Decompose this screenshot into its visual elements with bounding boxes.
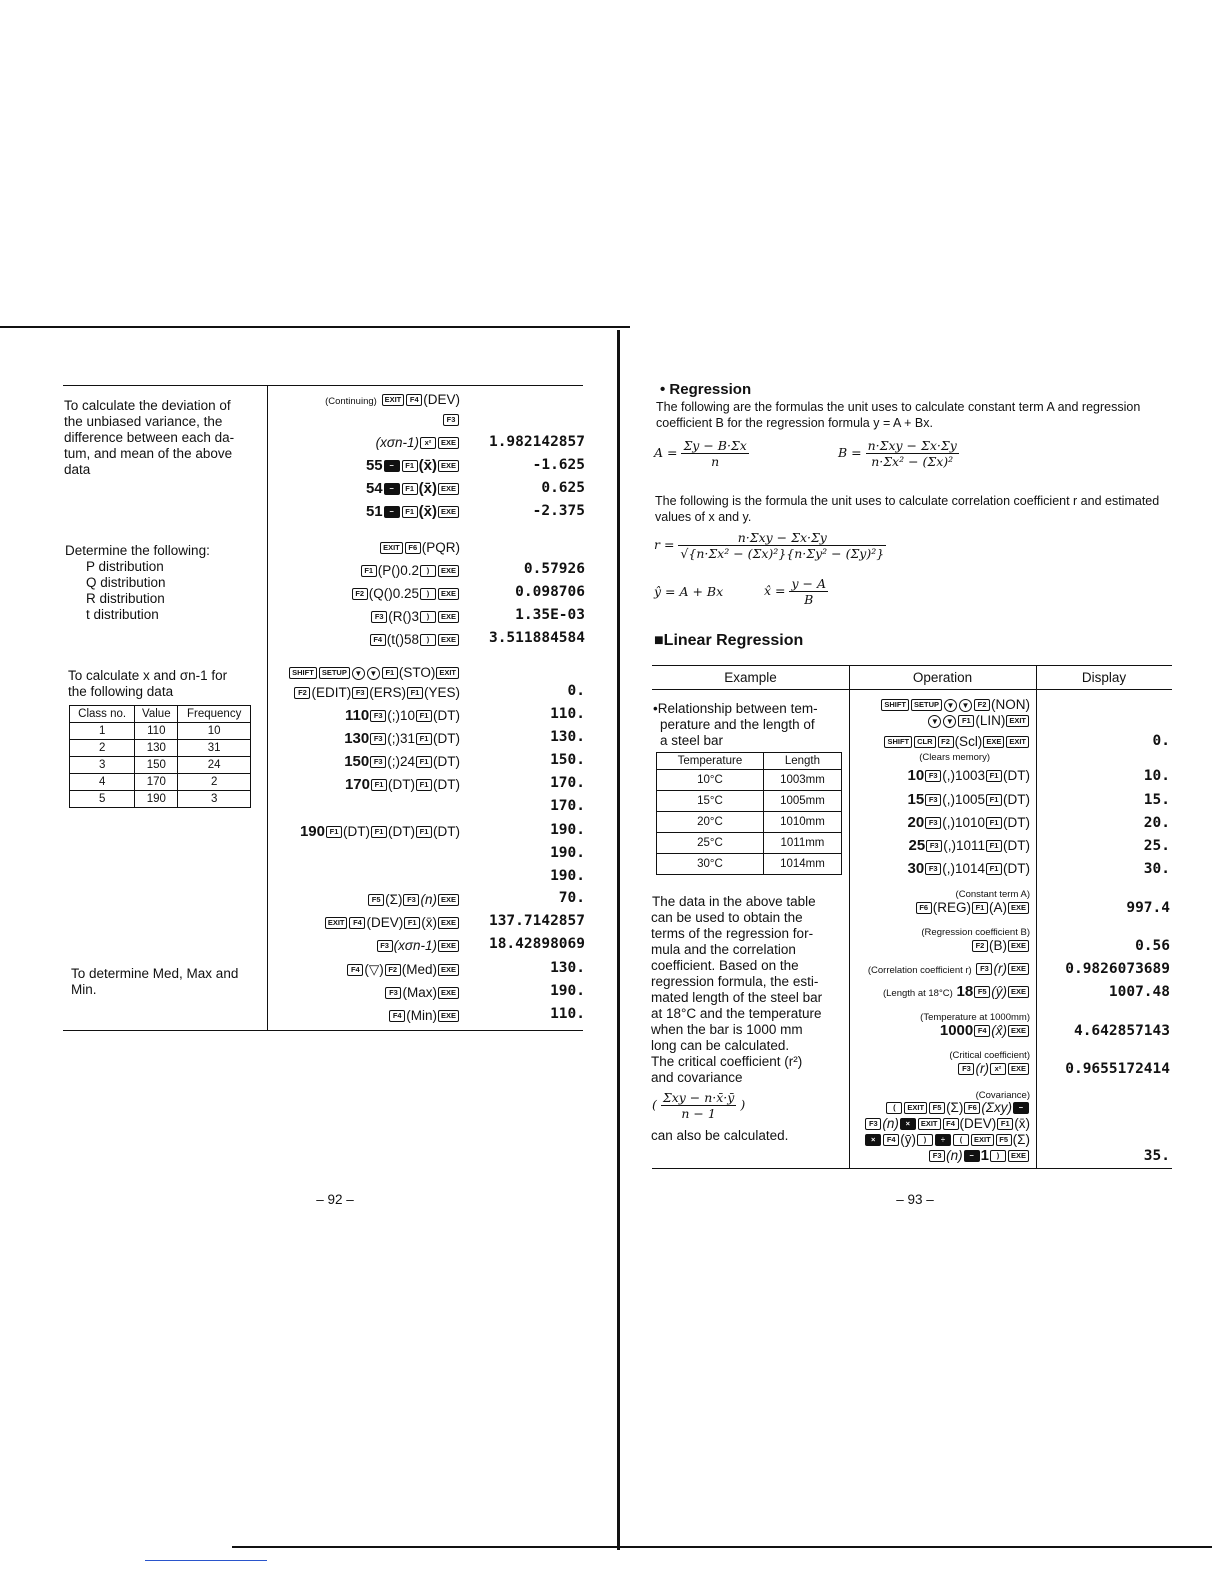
display-value: 0. (1152, 733, 1170, 749)
desc-med-line2: Min. (71, 982, 97, 997)
display-value: 130. (550, 729, 585, 745)
col-header-example: Example (724, 670, 777, 685)
intro-line2: coefficient B for the regression formula y = A + Bx. (656, 416, 933, 430)
display-value: 1.35E-03 (515, 607, 585, 623)
example-line: perature and the length of (660, 717, 815, 732)
display-value: 1.982142857 (488, 434, 585, 450)
op-1000: 1000 F4 (x̂) EXE (940, 1023, 1030, 1039)
desc-freq-line2: the following data (68, 684, 174, 699)
formula-covariance: ( $\frac{\text{Σxy − n·x̄·ȳ}}{n - 1}$ ) (652, 1090, 746, 1121)
op-110: 110 F3 (;)10 F1 (DT) (345, 707, 460, 724)
op-p: F1 (P()0.2 ) EXE (360, 563, 460, 579)
display-value: 130. (550, 960, 585, 976)
intro2-line2: values of x and y. (655, 510, 752, 524)
op-10: 10 F3 (,)1003 F1 (DT) (907, 767, 1030, 784)
op-cov-1: ( EXIT F5 (Σ) F6 (Σxy) − (885, 1100, 1030, 1116)
display-value: 30. (1143, 861, 1170, 877)
display-value: 15. (1143, 792, 1170, 808)
display-value: 190. (550, 983, 585, 999)
display-value: 25. (1143, 838, 1170, 854)
formula-xhat: x̂ = $\frac{y - A}{B}$ (764, 576, 826, 607)
desc-med-line1: To determine Med, Max and (71, 966, 239, 981)
table-row: 2 130 31 (70, 740, 251, 757)
temperature-length-table (656, 752, 842, 875)
desc-deviation-line1: To calculate the deviation of (64, 398, 231, 413)
table-row: 3 150 24 (70, 757, 251, 774)
blue-underline (145, 1560, 267, 1561)
op-f3: F3 (442, 412, 460, 428)
op-51: 51 − F1 (x̄) EXE (366, 504, 460, 520)
example2-line: and covariance (651, 1070, 743, 1085)
table-row: 1 110 10 (70, 723, 251, 740)
note-regression-coefficient: (Regression coefficient B) (921, 927, 1030, 938)
example-line: a steel bar (660, 733, 724, 748)
bottom-rule-right (232, 1546, 1212, 1548)
op-r: F3 (R()3 ) EXE (370, 609, 460, 625)
example2-line: at 18°C and the temperature (651, 1006, 822, 1021)
col-header-display: Display (1081, 670, 1127, 685)
op-lin: ▼ ▼ F1 (LIN) EXIT (927, 713, 1030, 729)
op-cov-2: F3 (n) × EXIT F4 (DEV) F1 (x̄) (864, 1116, 1030, 1132)
example2-line: mated length of the steel bar (651, 990, 823, 1005)
example-line: •Relationship between tem- (653, 701, 818, 716)
table-row: 20°C 1010mm (657, 812, 842, 833)
table-header: Frequency (178, 706, 251, 723)
display-value: 190. (550, 868, 585, 884)
display-value: 4.642857143 (1073, 1023, 1170, 1039)
formula-b: B = $\frac{\text{n·Σxy − Σx·Σy}}{\text{n·Σx² − (Σx)²}}$ (838, 438, 957, 469)
op-55: 55 − F1 (x̄) EXE (366, 458, 460, 474)
display-value: 18.42898069 (488, 936, 585, 952)
display-value: 110. (550, 706, 585, 722)
note-critical: (Critical coefficient) (949, 1050, 1030, 1061)
table-row: 25°C 1011mm (657, 833, 842, 854)
op-cov-3: × F4 (ȳ) ) ÷ ( EXIT F5 (Σ) (864, 1132, 1030, 1148)
intro2-line1: The following is the formula the unit uses to calculate correlation coefficient r and estimated (655, 494, 1160, 508)
display-value: 170. (550, 775, 585, 791)
table-header: Length (763, 753, 841, 770)
formula-yhat: ŷ = A + Bx (654, 584, 724, 599)
table-row: 5 190 3 (70, 791, 251, 808)
op-cov-4: F3 (n) − 1 ) EXE (928, 1148, 1030, 1164)
example2-line: mula and the correlation (651, 942, 796, 957)
example2-line: when the bar is 1000 mm (651, 1022, 803, 1037)
op-pqr: EXIT F6 (PQR) (379, 540, 460, 556)
example2-line: long can be calculated. (651, 1038, 790, 1053)
top-rule-right (590, 326, 630, 328)
table-row: 10°C 1003mm (657, 770, 842, 791)
op-max: F3 (Max) EXE (384, 985, 460, 1001)
op-r2: F3 (r) x² EXE (957, 1061, 1030, 1077)
op-q: F2 (Q()0.25 ) EXE (351, 586, 460, 602)
op-30: 30 F3 (,)1014 F1 (DT) (907, 860, 1030, 877)
display-value: 110. (550, 1006, 585, 1022)
display-value: 0.9826073689 (1065, 961, 1170, 977)
desc-deviation-line3: difference between each da- (64, 430, 235, 445)
op-20: 20 F3 (,)1010 F1 (DT) (907, 814, 1030, 831)
desc-freq-line1: To calculate x and σn-1 for (68, 668, 228, 683)
op-non: SHIFT SETUP ▼ ▼ F2 (NON) (880, 697, 1030, 713)
desc-q-distribution: Q distribution (86, 575, 166, 590)
display-value: 35. (1143, 1148, 1170, 1164)
table-header: Temperature (657, 753, 764, 770)
table-header: Class no. (70, 706, 135, 723)
op-dev-mean: EXIT F4 (DEV) F1 (x̄) EXE (324, 915, 460, 931)
op-reg-a: F6 (REG) F1 (A) EXE (915, 900, 1030, 916)
display-value: 190. (550, 845, 585, 861)
op-15: 15 F3 (,)1005 F1 (DT) (907, 791, 1030, 808)
example2-line: The data in the above table (652, 894, 816, 909)
display-value: -1.625 (532, 457, 585, 473)
table-row: 15°C 1005mm (657, 791, 842, 812)
op-xsig: (xσn-1) x² EXE (376, 435, 460, 451)
display-value: 0.9655172414 (1065, 1061, 1170, 1077)
display-value: -2.375 (532, 503, 585, 519)
op-t: F4 (t()58 ) EXE (369, 632, 460, 648)
op-med: F4 (▽) F2 (Med) EXE (346, 962, 460, 978)
example2-line: coefficient. Based on the (651, 958, 799, 973)
desc-p-distribution: P distribution (86, 559, 164, 574)
display-value: 0.098706 (515, 584, 585, 600)
table-row: 4 170 2 (70, 774, 251, 791)
example2-line: The critical coefficient (r²) (651, 1054, 803, 1069)
table-header: Value (135, 706, 178, 723)
desc-r-distribution: R distribution (86, 591, 165, 606)
display-value: 137.7142857 (488, 913, 585, 929)
display-value: 150. (550, 752, 585, 768)
op-190: 190 F1 (DT) F1 (DT) F1 (DT) (299, 823, 460, 840)
example3-line: can also be calculated. (651, 1128, 789, 1143)
display-value: 0.625 (541, 480, 585, 496)
op-continuing: (Continuing) EXIT F4 (DEV) (325, 392, 460, 407)
intro-line1: The following are the formulas the unit uses to calculate constant term A and regression (656, 400, 1141, 414)
op-130: 130 F3 (;)31 F1 (DT) (344, 730, 460, 747)
note-covariance: (Covariance) (975, 1090, 1030, 1101)
frequency-table (69, 705, 251, 808)
table-row: 30°C 1014mm (657, 854, 842, 875)
op-sigma-n: F5 (Σ) F3 (n) EXE (367, 892, 460, 908)
note-constant-term: (Constant term A) (955, 889, 1030, 900)
op-sto: SHIFT SETUP ▼ ▼ F1 (STO) EXIT (288, 665, 460, 681)
op-min: F4 (Min) EXE (388, 1008, 460, 1024)
page-number-92: – 92 – (316, 1192, 354, 1207)
op-150: 150 F3 (;)24 F1 (DT) (344, 753, 460, 770)
display-value: 190. (550, 822, 585, 838)
display-value: 10. (1143, 768, 1170, 784)
op-54: 54 − F1 (x̄) EXE (366, 481, 460, 497)
display-value: 0.56 (1135, 938, 1170, 954)
desc-deviation-line4: tum, and mean of the above (64, 446, 233, 461)
display-value: 170. (550, 798, 585, 814)
desc-t-distribution: t distribution (86, 607, 159, 622)
op-edit: F2 (EDIT) F3 (ERS) F1 (YES) (293, 685, 460, 701)
display-value: 20. (1143, 815, 1170, 831)
example2-line: terms of the regression for- (651, 926, 814, 941)
op-scl: SHIFT CLR F2 (Scl) EXE EXIT (883, 734, 1030, 750)
note-temperature: (Temperature at 1000mm) (920, 1012, 1030, 1023)
op-xsig2: F3 (xσn-1) EXE (376, 938, 460, 954)
spine (617, 330, 620, 1550)
display-value: 997.4 (1126, 900, 1170, 916)
example2-line: regression formula, the esti- (651, 974, 819, 989)
display-value: 3.511884584 (488, 630, 585, 646)
op-25: 25 F3 (,)1011 F1 (DT) (908, 837, 1030, 854)
desc-deviation-line2: the unbiased variance, the (64, 414, 223, 429)
col-header-operation: Operation (912, 670, 973, 685)
example2-line: can be used to obtain the (651, 910, 803, 925)
display-value: 70. (558, 890, 585, 906)
page-number-93: – 93 – (896, 1192, 934, 1207)
op-18: (Length at 18°C) 18 F5 (ŷ) EXE (883, 984, 1030, 1002)
top-rule-left (0, 326, 610, 328)
op-b: F2 (B) EXE (971, 938, 1030, 954)
op-170: 170 F1 (DT) F1 (DT) (344, 776, 460, 793)
display-value: 1007.48 (1108, 984, 1170, 1000)
desc-deviation-line5: data (64, 462, 91, 477)
note-clears-memory: (Clears memory) (919, 752, 990, 763)
formula-r: r = $\frac{\text{n·Σxy − Σx·Σy}}{\text{√\{n·Σx² − (Σx)²\}\{n·Σy² − (Σy)²\}}}$ (654, 530, 885, 561)
formula-a: A = $\frac{\Sigma y - B\cdot\Sigma x}{n}$ (654, 438, 747, 469)
desc-distribution-title: Determine the following: (65, 543, 210, 558)
op-r: (Correlation coefficient r) F3 (r) EXE (868, 961, 1030, 979)
regression-heading: • Regression (660, 381, 752, 398)
linear-regression-heading: ■Linear Regression (654, 632, 804, 649)
display-value: 0.57926 (523, 561, 585, 577)
display-value: 0. (567, 683, 585, 699)
